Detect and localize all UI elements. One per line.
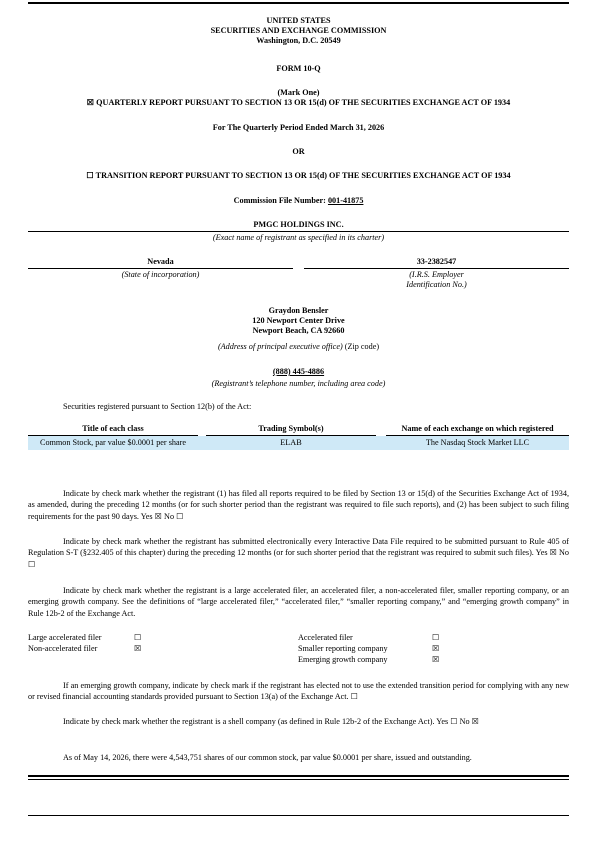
non-accelerated-box: ☒ [134,644,142,654]
cell-symbol: ELAB [206,436,376,451]
accelerated-label: Accelerated filer [298,633,353,642]
cell-class: Common Stock, par value $0.0001 per share [28,436,198,451]
phone-number: (888) 445-4886 [272,367,325,376]
col-title-of-class: Title of each class [28,424,198,436]
non-accelerated-label: Non-accelerated filer [28,644,98,654]
irs-value: 33-2382547 [416,257,457,266]
cell-exchange: The Nasdaq Stock Market LLC [386,436,569,451]
filer-row-smaller [298,643,439,654]
address-caption-text: (Address of principal executive office) [217,342,343,351]
header-line-3: Washington, D.C. 20549 [256,36,341,45]
commission-file-line [28,196,569,206]
period-line: For The Quarterly Period Ended March 31, 2026 [212,123,385,132]
large-accelerated-label: Large accelerated filer [28,633,102,642]
registrant-name-caption: (Exact name of registrant as specified in its charter) [212,233,385,242]
filer-row-accelerated [298,632,439,643]
paragraph-reports-filed: Indicate by check mark whether the registrant (1) has filed all reports required to be filed by Section 13 or 15(d) of the Securities Exchange Act of 1934, as amended, during the preceding 12 months (or for such shorter period than the registrant was required to file such reports), and (2) has been subject to such filing requirements for the past 90 days. Yes ☒ No ☐ [28,489,569,521]
col-trading-symbol: Trading Symbol(s) [206,424,376,436]
filer-grid-right [298,632,439,666]
filer-row-egc [298,654,439,665]
header-line-2: SECURITIES AND EXCHANGE COMMISSION [210,26,387,35]
securities-table-header [28,424,569,436]
commission-label: Commission File Number: [233,196,328,205]
bottom-rule-2 [28,779,569,780]
address-caption [28,342,569,352]
paragraph-transition-period: If an emerging growth company, indicate by check mark if the registrant has elected not to use the extended transition period for complying with any new or revised financial accounting standards provided pursuant to Section 13(a) of the Exchange Act. ☐ [28,681,569,702]
state-value: Nevada [147,257,174,266]
irs-caption-line-2: Identification No.) [406,280,467,289]
principal-address [28,306,569,336]
state-rule [28,268,293,269]
paragraph-interactive-data: Indicate by check mark whether the registrant has submitted electronically every Interactive Data File required to be submitted pursuant to Rule 405 of Regulation S-T (§232.405 of this chapter) during the preceding 12 months (or for such shorter period that the registrant was required to submit such files). Yes ☒ No ☐ [28,537,569,569]
address-line-1: 120 Newport Center Drive [252,316,345,325]
or-line: OR [292,147,305,156]
registrant-name-rule [28,231,569,232]
filer-row-nonaccelerated [28,643,141,654]
registrant-name: PMGC HOLDINGS INC. [253,220,344,229]
bottom-rule-1 [28,775,569,777]
filer-grid-left [28,632,141,654]
form-title: FORM 10-Q [276,64,321,73]
sec-header [28,16,569,46]
securities-intro: Securities registered pursuant to Section 12(b) of the Act: [63,402,252,411]
accelerated-box: ☐ [432,633,440,642]
irs-rule [304,268,569,269]
mark-one: (Mark One) [277,88,320,97]
col-exchange: Name of each exchange on which registered [386,424,569,436]
zip-caption: (Zip code) [342,342,380,351]
quarterly-report-line: ☒ QUARTERLY REPORT PURSUANT TO SECTION 13 OR 15(d) OF THE SECURITIES EXCHANGE ACT OF 1934 [86,98,511,107]
page-footer-rule [28,815,569,816]
large-accelerated-box: ☐ [134,633,142,642]
transition-report-line: ☐ TRANSITION REPORT PURSUANT TO SECTION 13 OR 15(d) OF THE SECURITIES EXCHANGE ACT OF 1934 [86,171,511,180]
header-line-1: UNITED STATES [266,16,331,25]
paragraph-shell-company: Indicate by check mark whether the registrant is a shell company (as defined in Rule 12b-2 of the Exchange Act). Yes ☐ No ☒ [63,717,479,726]
contact-name: Graydon Bensler [268,306,329,315]
emerging-growth-box: ☒ [432,655,440,665]
state-caption: (State of incorporation) [121,270,200,279]
address-line-2: Newport Beach, CA 92660 [252,326,345,335]
smaller-reporting-label: Smaller reporting company [298,644,388,654]
irs-caption-line-1: (I.R.S. Employer [409,270,464,279]
filer-row-large [28,632,141,643]
irs-caption [304,270,569,290]
securities-table [28,424,569,450]
emerging-growth-label: Emerging growth company [298,655,388,665]
phone-caption: (Registrant’s telephone number, including area code) [211,379,386,388]
top-rule [28,2,569,4]
table-row [28,436,569,451]
paragraph-filer-status: Indicate by check mark whether the registrant is a large accelerated filer, an accelerated filer, a non-accelerated filer, smaller reporting company, or an emerging growth company. See the definitions of “large accelerated filer,” “accelerated filer,” “smaller reporting company,” and “emerging growth company” in Rule 12b-2 of the Exchange Act. [28,586,569,618]
smaller-reporting-box: ☒ [432,644,440,654]
commission-number: 001-41875 [327,196,364,205]
paragraph-shares-outstanding: As of May 14, 2026, there were 4,543,751 shares of our common stock, par value $0.0001 per share, issued and outstanding. [63,753,472,762]
